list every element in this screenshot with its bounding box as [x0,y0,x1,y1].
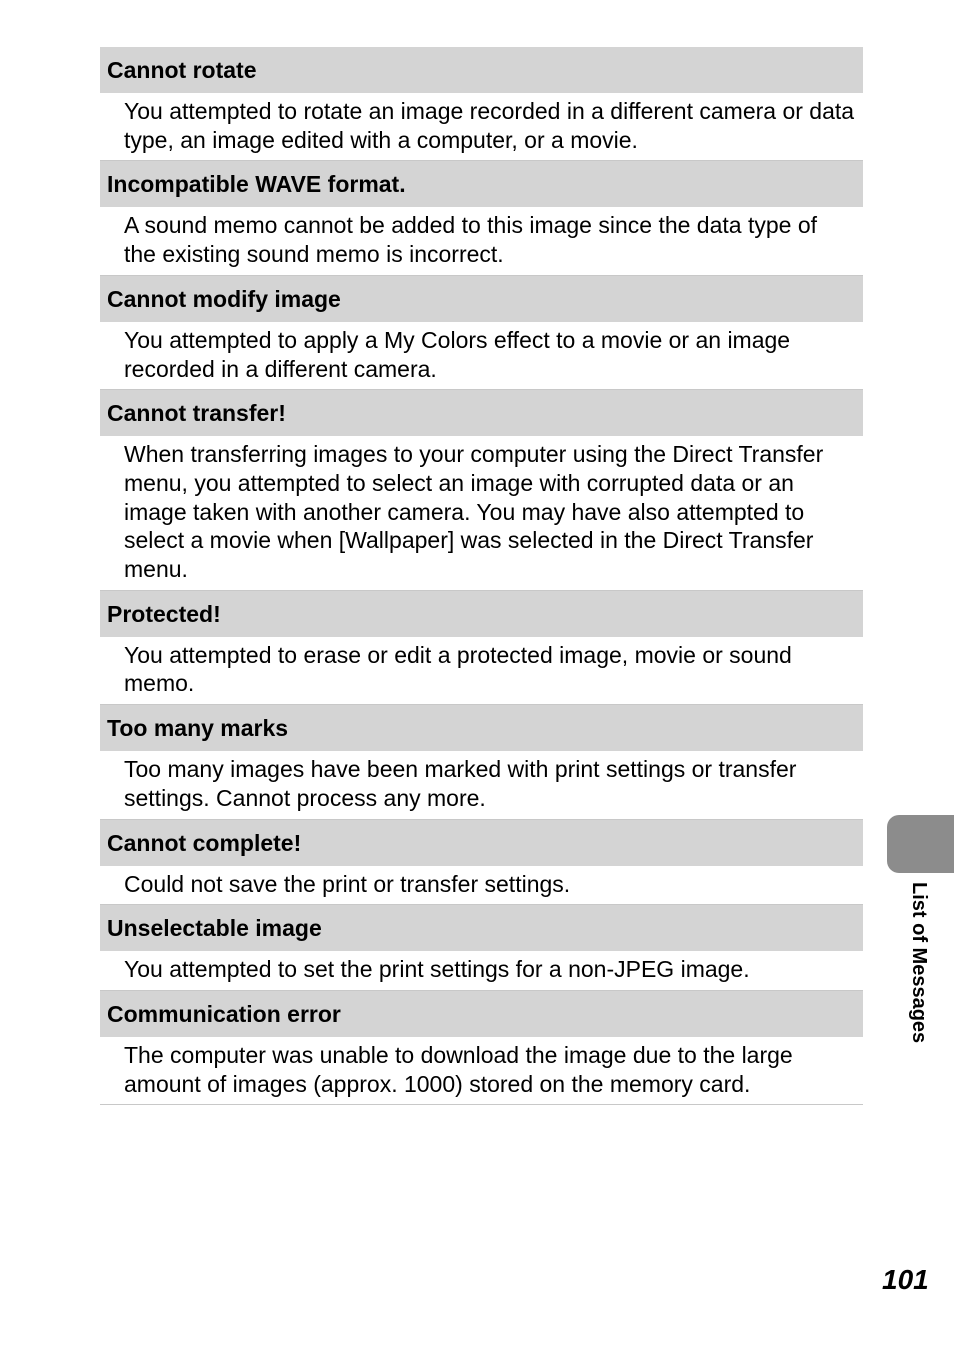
message-title: Cannot modify image [100,276,863,322]
message-description: The computer was unable to download the image due to the large amount of images (approx. 1000) stored on the memory card. [124,1041,793,1097]
message-title: Protected! [100,591,863,637]
message-title: Unselectable image [100,905,863,951]
message-entry [100,591,863,705]
message-entry [100,47,863,161]
message-entry [100,991,863,1105]
message-title: Cannot transfer! [100,390,863,436]
message-title: Cannot rotate [100,47,863,93]
section-tab-label: List of Messages [908,882,930,1044]
page-number: 101 [882,1264,929,1295]
message-description: You attempted to set the print settings for a non-JPEG image. [124,956,750,983]
message-title: Cannot complete! [100,820,863,866]
message-description: You attempted to apply a My Colors effect to a movie or an image recorded in a different camera. [124,326,791,382]
message-entry [100,905,863,991]
message-entry [100,820,863,906]
message-entry [100,390,863,591]
message-description: When transferring images to your computer using the Direct Transfer menu, you attempted to select an image with corrupted data or an image taken with another camera. You may have also attempted to select a movie when [Wallpaper] was selected in the Direct Transfer menu. [124,441,824,583]
message-description: Could not save the print or transfer settings. [124,870,571,897]
message-title: Communication error [100,991,863,1037]
message-title: Incompatible WAVE format. [100,161,863,207]
message-entry [100,705,863,819]
message-entry [100,161,863,275]
message-description: Too many images have been marked with print settings or transfer settings. Cannot process any more. [124,756,797,811]
message-title: Too many marks [100,705,863,751]
message-entry [100,276,863,390]
message-description: You attempted to erase or edit a protected image, movie or sound memo. [124,641,792,697]
message-description: You attempted to rotate an image recorded in a different camera or data type, an image edited with a computer, or a movie. [124,98,855,153]
section-tab [887,815,954,873]
message-description: A sound memo cannot be added to this image since the data type of the existing sound memo is incorrect. [124,212,818,268]
message-list [100,47,863,1105]
